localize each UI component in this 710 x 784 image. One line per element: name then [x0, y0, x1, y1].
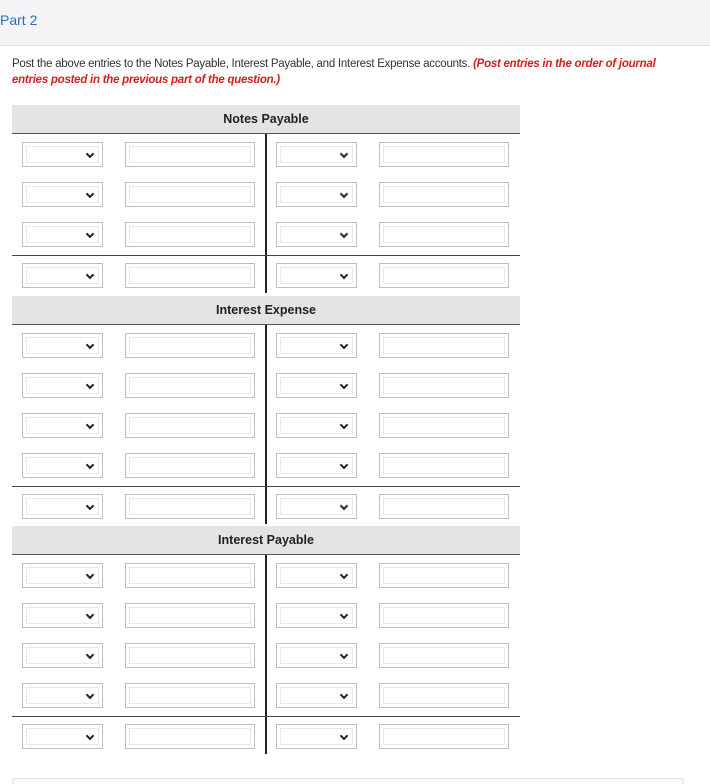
debit-amount-input[interactable] [125, 603, 255, 628]
debit-amount-input[interactable] [125, 373, 255, 398]
t-account-total-row [12, 486, 520, 524]
credit-amount-input[interactable] [379, 222, 509, 247]
total-credit-amount-input[interactable] [379, 724, 509, 749]
total-debit-amount-input[interactable] [125, 263, 255, 288]
credit-account-select[interactable] [276, 563, 357, 588]
credit-amount-input[interactable] [379, 333, 509, 358]
t-account-row [12, 555, 520, 595]
t-account-body [12, 325, 520, 524]
chevron-down-icon [340, 421, 348, 429]
debit-account-select[interactable] [22, 563, 103, 588]
total-credit-amount-input[interactable] [379, 494, 509, 519]
credit-account-select[interactable] [276, 683, 357, 708]
total-credit-account-select[interactable] [276, 494, 357, 519]
chevron-down-icon [340, 381, 348, 389]
debit-account-select[interactable] [22, 683, 103, 708]
debit-account-select[interactable] [22, 142, 103, 167]
chevron-down-icon [340, 691, 348, 699]
chevron-down-icon [86, 611, 94, 619]
t-account-title: Interest Payable [12, 526, 520, 555]
t-account-total-row [12, 716, 520, 754]
t-account-body [12, 555, 520, 754]
t-account-row [12, 365, 520, 405]
chevron-down-icon [340, 502, 348, 510]
total-credit-account-select[interactable] [276, 724, 357, 749]
chevron-down-icon [86, 271, 94, 279]
t-account-row [12, 134, 520, 174]
t-account-row [12, 595, 520, 635]
debit-amount-input[interactable] [125, 453, 255, 478]
credit-account-select[interactable] [276, 222, 357, 247]
t-account-row [12, 214, 520, 254]
debit-amount-input[interactable] [125, 413, 255, 438]
credit-amount-input[interactable] [379, 453, 509, 478]
credit-account-select[interactable] [276, 643, 357, 668]
t-account-body [12, 134, 520, 293]
t-account-row [12, 325, 520, 365]
credit-amount-input[interactable] [379, 142, 509, 167]
credit-amount-input[interactable] [379, 563, 509, 588]
debit-amount-input[interactable] [125, 643, 255, 668]
debit-amount-input[interactable] [125, 142, 255, 167]
total-debit-amount-input[interactable] [125, 494, 255, 519]
debit-account-select[interactable] [22, 182, 103, 207]
chevron-down-icon [86, 421, 94, 429]
credit-amount-input[interactable] [379, 182, 509, 207]
t-account-row [12, 405, 520, 445]
debit-amount-input[interactable] [125, 182, 255, 207]
chevron-down-icon [340, 732, 348, 740]
chevron-down-icon [86, 691, 94, 699]
chevron-down-icon [86, 150, 94, 158]
total-debit-account-select[interactable] [22, 724, 103, 749]
t-account-title: Notes Payable [12, 105, 520, 134]
chevron-down-icon [86, 461, 94, 469]
part-header [0, 0, 710, 46]
credit-amount-input[interactable] [379, 413, 509, 438]
credit-account-select[interactable] [276, 333, 357, 358]
chevron-down-icon [86, 341, 94, 349]
chevron-down-icon [340, 611, 348, 619]
t-account-row [12, 445, 520, 485]
chevron-down-icon [340, 230, 348, 238]
total-debit-account-select[interactable] [22, 494, 103, 519]
credit-amount-input[interactable] [379, 603, 509, 628]
credit-account-select[interactable] [276, 603, 357, 628]
chevron-down-icon [86, 190, 94, 198]
chevron-down-icon [86, 571, 94, 579]
debit-account-select[interactable] [22, 333, 103, 358]
debit-account-select[interactable] [22, 373, 103, 398]
debit-account-select[interactable] [22, 413, 103, 438]
debit-account-select[interactable] [22, 603, 103, 628]
instructions [12, 56, 682, 88]
chevron-down-icon [340, 341, 348, 349]
debit-amount-input[interactable] [125, 333, 255, 358]
chevron-down-icon [86, 651, 94, 659]
credit-amount-input[interactable] [379, 643, 509, 668]
chevron-down-icon [340, 150, 348, 158]
t-account-row [12, 635, 520, 675]
chevron-down-icon [86, 230, 94, 238]
credit-account-select[interactable] [276, 373, 357, 398]
chevron-down-icon [86, 502, 94, 510]
chevron-down-icon [340, 461, 348, 469]
chevron-down-icon [340, 571, 348, 579]
instructions-note: (Post entries in the order of journal entries posted in the previous part of the question.) [12, 58, 656, 86]
debit-account-select[interactable] [22, 643, 103, 668]
debit-amount-input[interactable] [125, 222, 255, 247]
credit-account-select[interactable] [276, 142, 357, 167]
total-credit-amount-input[interactable] [379, 263, 509, 288]
credit-amount-input[interactable] [379, 373, 509, 398]
credit-account-select[interactable] [276, 413, 357, 438]
instructions-text: Post the above entries to the Notes Payable, Interest Payable, and Interest Expense accounts. [12, 58, 474, 70]
t-account-notes-payable [12, 105, 520, 293]
chevron-down-icon [86, 381, 94, 389]
debit-account-select[interactable] [22, 453, 103, 478]
credit-account-select[interactable] [276, 182, 357, 207]
t-account-total-row [12, 255, 520, 293]
t-account-interest-expense [12, 296, 520, 524]
chevron-down-icon [340, 651, 348, 659]
total-debit-amount-input[interactable] [125, 724, 255, 749]
debit-amount-input[interactable] [125, 563, 255, 588]
chevron-down-icon [340, 190, 348, 198]
t-account-row [12, 675, 520, 715]
total-credit-account-select[interactable] [276, 263, 357, 288]
total-debit-account-select[interactable] [22, 263, 103, 288]
t-account-interest-payable [12, 526, 520, 754]
next-section-strip [12, 778, 684, 784]
credit-amount-input[interactable] [379, 683, 509, 708]
t-account-row [12, 174, 520, 214]
credit-account-select[interactable] [276, 453, 357, 478]
part-title: Part 2 [0, 12, 38, 28]
t-account-title: Interest Expense [12, 296, 520, 325]
chevron-down-icon [340, 271, 348, 279]
debit-amount-input[interactable] [125, 683, 255, 708]
debit-account-select[interactable] [22, 222, 103, 247]
chevron-down-icon [86, 732, 94, 740]
